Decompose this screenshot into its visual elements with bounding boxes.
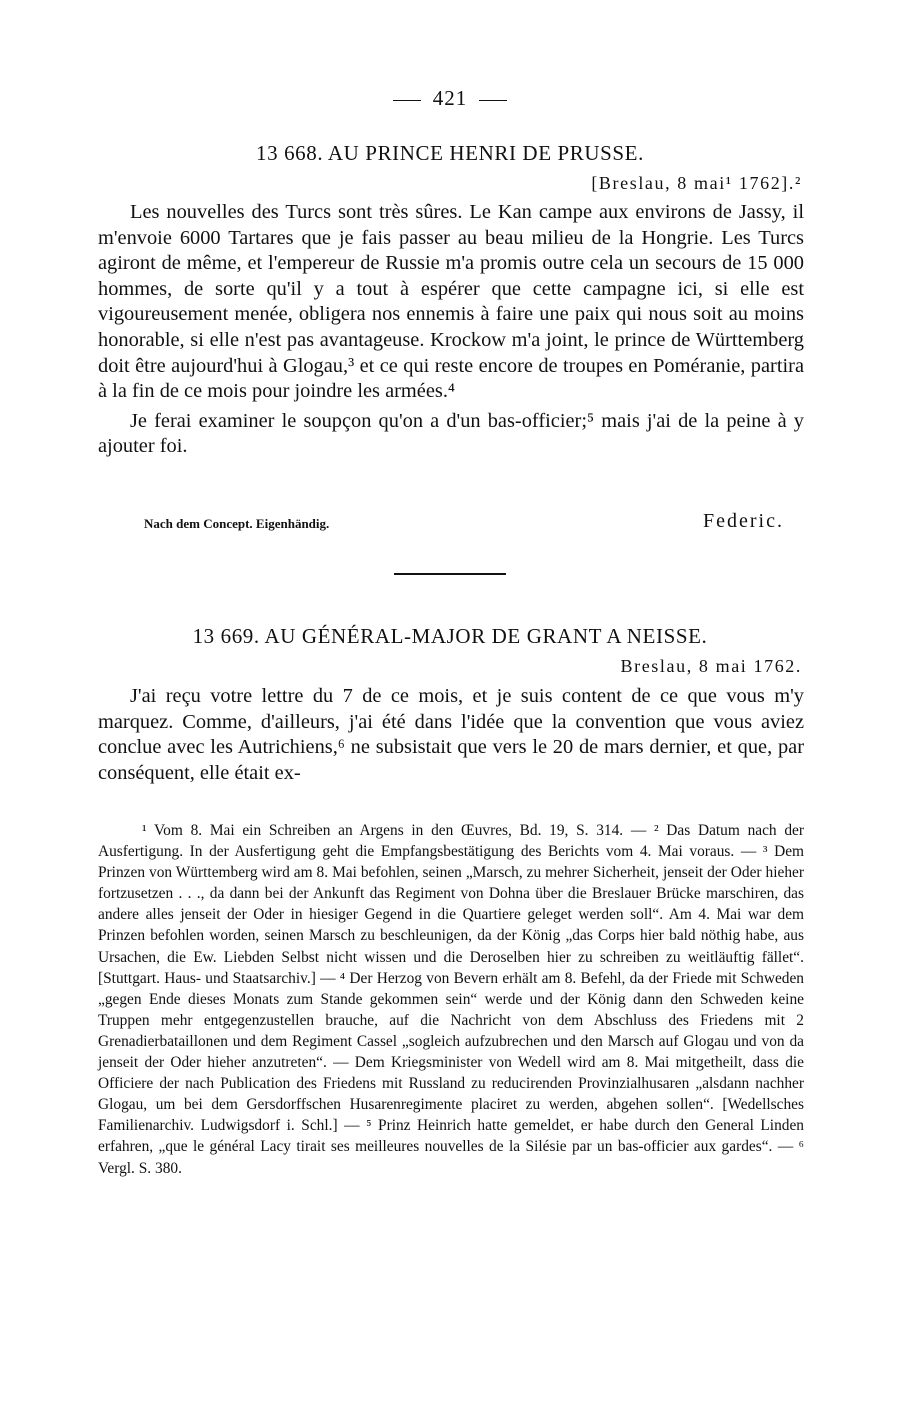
- letter2-paragraph-1: J'ai reçu votre lettre du 7 de ce mois, et je suis content de ce que vous m'y marquez. Comme, d'ailleurs, j'ai été dans l'idée que la convention que vous aviez conclue avec les Autrichiens,⁶ ne subsistait que vers le 20 de mars dernier, et que, par conséquent, elle était ex-: [98, 685, 804, 784]
- letter2-body: [98, 684, 804, 786]
- letter1-signature-row: [144, 510, 784, 536]
- letter1-dateline: [Breslau, 8 mai¹ 1762].²: [591, 173, 802, 193]
- letter1-paragraph-2: Je ferai examiner le soupçon qu'on a d'un bas-officier;⁵ mais j'ai de la peine à y ajouter foi.: [98, 409, 804, 458]
- footnotes-text: ¹ Vom 8. Mai ein Schreiben an Argens in den Œuvres, Bd. 19, S. 314. — ² Das Datum nach der Ausfertigung. In der Ausfertigung geht die Empfangsbestätigung des Berichts vom 4. Mai voraus. — ³ Dem Prinzen von Württemberg wird am 8. Mai befohlen, seinen „Marsch, zu mehrer Sicherheit, jenseit der Oder hieher fortzusetzen . . ., da dann bei der Ankunft das Regiment von Dohna über die Breslauer Brücke marschiren, das andere alles jenseit der Oder in hiesiger Gegend in die Quartiere geleget werden soll“. Am 4. Mai war dem Prinzen befohlen worden, seinen Marsch zu beschleunigen, da der König „das Corps hier bald nöthig habe, aus Ursachen, die Ew. Liebden Selbst nicht wissen und die Deroselben hier zu schreiben zu weitläuftig fället“. [Stuttgart. Haus- und Staatsarchiv.] — ⁴ Der Herzog von Bevern erhält am 8. Befehl, da der Friede mit Schweden „gegen Ende dieses Monats zum Stande gekommen sein“ werde und der König dann den Schweden keine Truppen mehr entgegenzustellen brauche, auf die Nachricht von dem Abschluss des Friedens mit 2 Grenadierbataillonen und dem Regiment Cassel „sogleich aufzubrechen und den Marsch auf Glogau und von da jenseit der Oder hieher anzutreten“. — Dem Kriegsminister von Wedell wird am 8. Mai mitgetheilt, dass die Officiere der nach Publication des Friedens mit Russland zu reducirenden Provinzialhusaren „alsdann nachher Glogau, um bei dem Gersdorffschen Husarenregimente placiret zu werden, abgehen sollen“. [Wedellsches Familienarchiv. Ludwigsdorf i. Schl.] — ⁵ Prinz Heinrich hatte gemeldet, er habe durch den General Linden erfahren, „que le général Lacy tirait ses meilleures nouvelles de la Silésie par un bas-officier aux gardes“. — ⁶ Vergl. S. 380.: [98, 822, 804, 1177]
- letter1-source-note: Nach dem Concept. Eigenhändig.: [144, 516, 330, 531]
- footnotes: [98, 820, 804, 1179]
- letter2-dateline: Breslau, 8 mai 1762.: [620, 656, 802, 676]
- letter1-heading: 13 668. AU PRINCE HENRI DE PRUSSE.: [256, 141, 644, 165]
- page-number: [0, 86, 900, 111]
- page-number-dash-right: [479, 100, 507, 101]
- page-number-text: 421: [432, 86, 468, 110]
- page-number-dash-left: [393, 100, 421, 101]
- section-divider: [394, 573, 506, 575]
- letter1-body: [98, 200, 804, 460]
- letter2-heading: 13 669. AU GÉNÉRAL-MAJOR DE GRANT A NEISSE.: [192, 624, 708, 648]
- letter1-paragraph-1: Les nouvelles des Turcs sont très sûres. Le Kan campe aux environs de Jassy, il m'envoie 6000 Tartares que je fais passer au beau milieu de la Hongrie. Les Turcs agiront de même, et l'empereur de Russie m'a promis outre cela un secours de 15 000 hommes, de sorte qu'il y a tout à espérer que cette campagne ici, si elle est vigoureusement menée, obligera nos ennemis à faire une paix qui nous soit au moins honorable, si elle n'est pas avantageuse. Krockow m'a joint, le prince de Württemberg doit être aujourd'hui à Glogau,³ et ce qui reste encore de troupes en Poméranie, partira à la fin de ce mois pour joindre les armées.⁴: [98, 201, 804, 403]
- letter1-signature: Federic.: [703, 510, 784, 532]
